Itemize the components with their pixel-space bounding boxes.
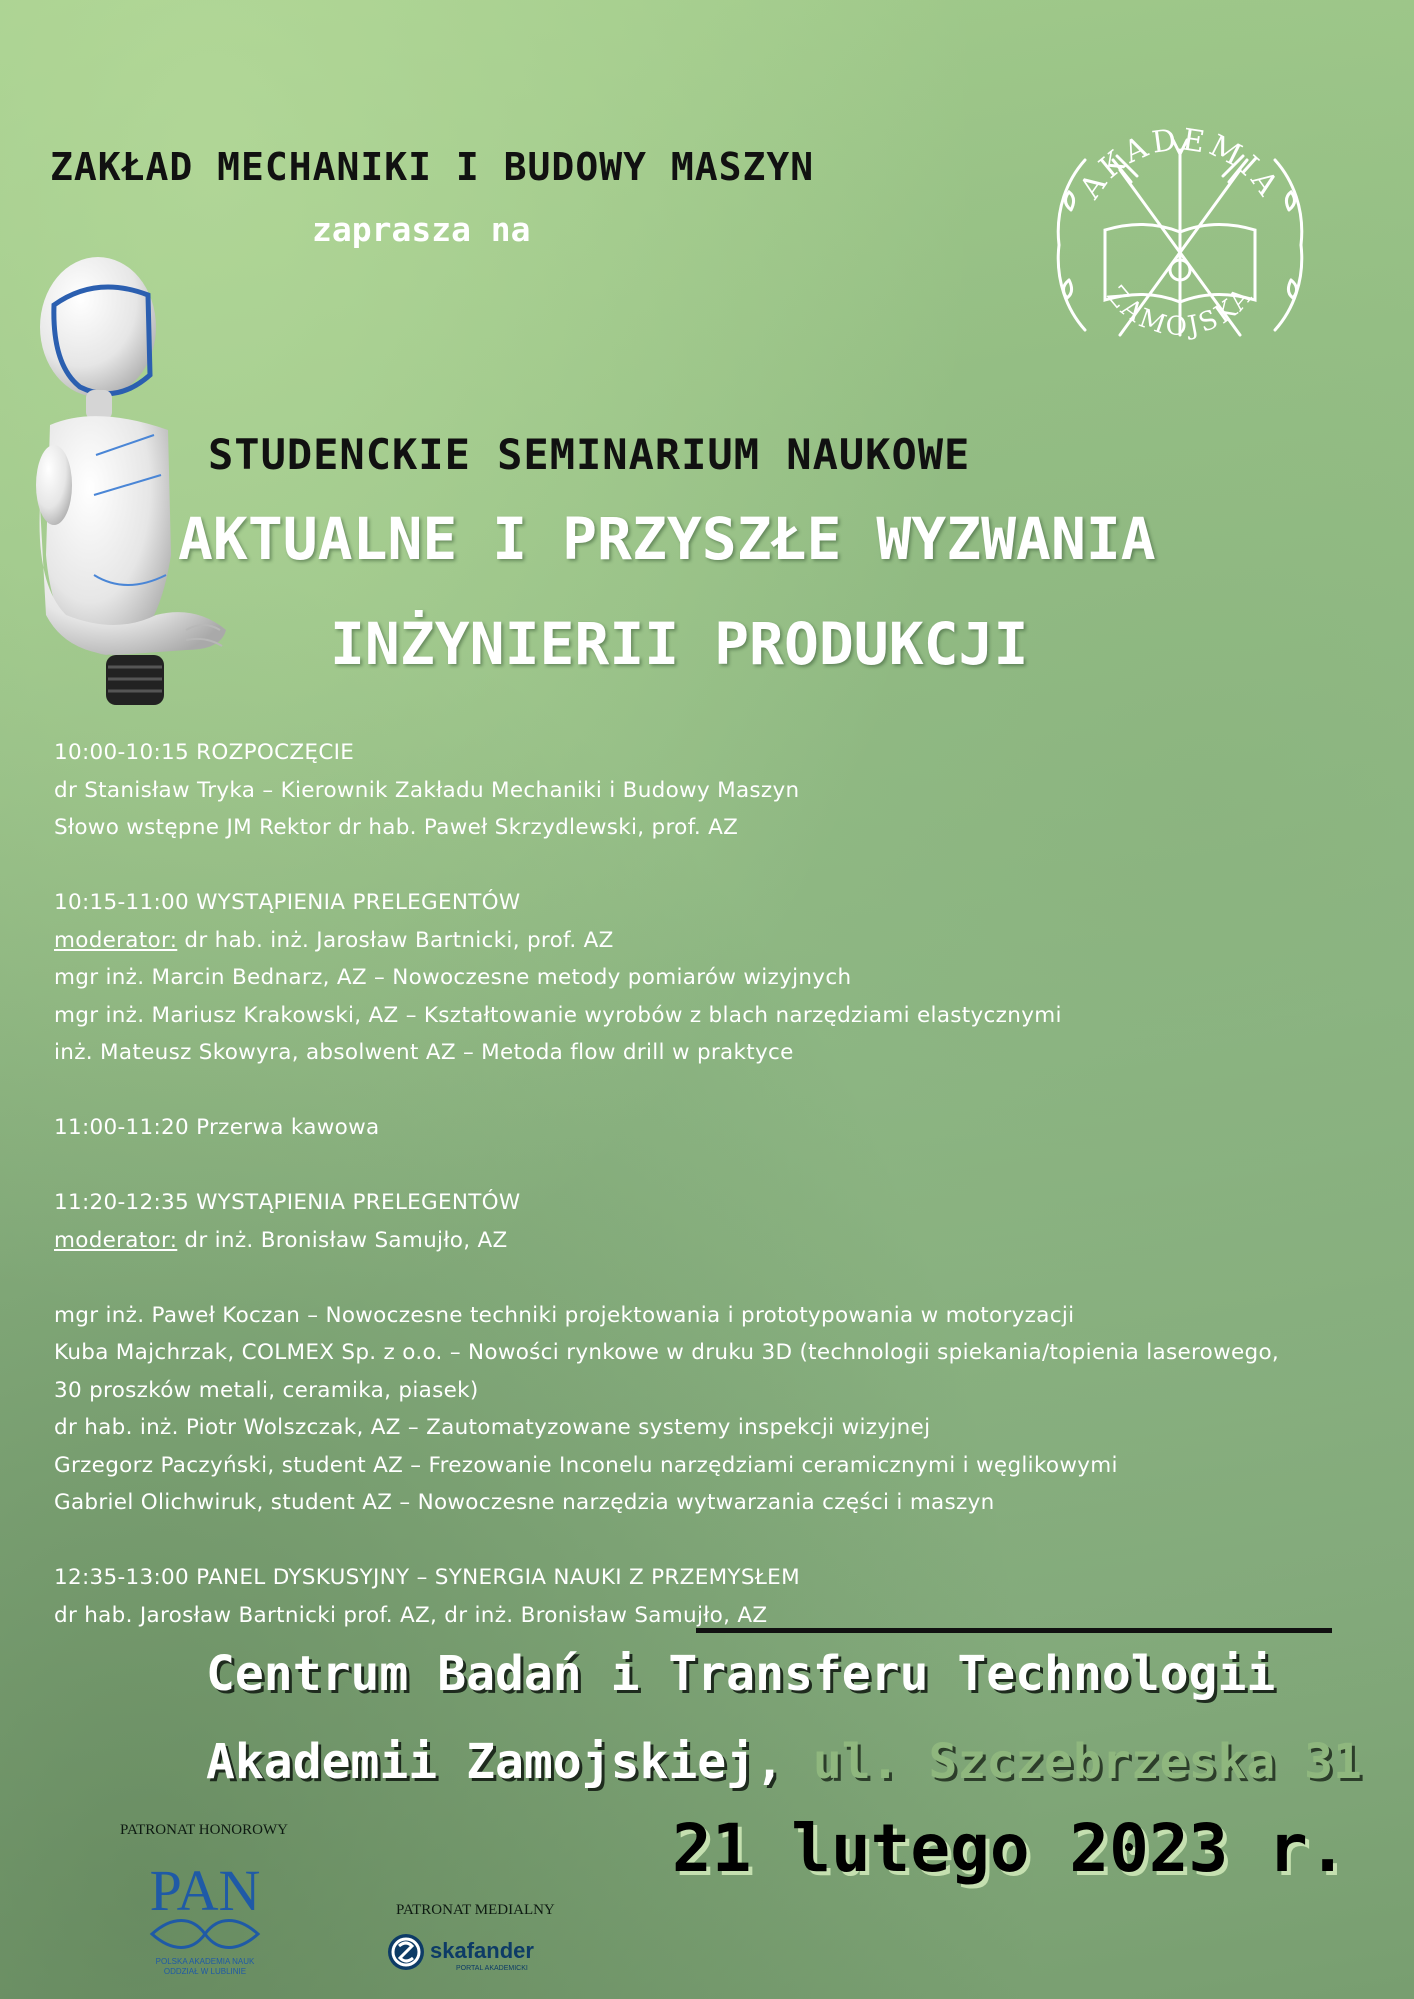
pan-logo-text: PAN xyxy=(149,1858,261,1923)
pan-subtitle-2: ODDZIAŁ W LUBLINIE xyxy=(163,1967,247,1976)
event-date: 21 lutego 2023 r. xyxy=(672,1810,1348,1887)
moderator-label: moderator: xyxy=(54,1227,178,1253)
moderator-name: dr hab. inż. Jarosław Bartnicki, prof. AZ xyxy=(177,927,614,953)
program-line: dr hab. inż. Piotr Wolszczak, AZ – Zautomatyzowane systemy inspekcji wizyjnej xyxy=(54,1415,931,1440)
program-line: Kuba Majchrzak, COLMEX Sp. z o.o. – Nowości rynkowe w druku 3D (technologii spiekania/topienia laserowego, xyxy=(54,1340,1280,1365)
event-title-line-2: INŻYNIERII PRODUKCJI xyxy=(330,610,1029,678)
logo-top-text: AKADEMIA xyxy=(1073,122,1287,206)
session-1-header: 10:00-10:15 ROZPOCZĘCIE xyxy=(54,740,355,765)
session-4-header: 12:35-13:00 PANEL DYSKUSYJNY – SYNERGIA NAUKI Z PRZEMYSŁEM xyxy=(54,1565,800,1590)
pan-logo xyxy=(140,1852,270,1982)
skafander-subtitle: PORTAL AKADEMICKI xyxy=(456,1965,528,1972)
event-title-line-1: AKTUALNE I PRZYSZŁE WYZWANIA xyxy=(178,505,1156,573)
session-2-header: 10:15-11:00 WYSTĄPIENIA PRELEGENTÓW xyxy=(54,890,521,915)
program-line: mgr inż. Paweł Koczan – Nowoczesne techniki projektowania i prototypowania w motoryzacji xyxy=(54,1302,1075,1328)
program-line: Gabriel Olichwiruk, student AZ – Nowoczesne narzędzia wytwarzania części i maszyn xyxy=(54,1490,995,1515)
program-line: inż. Mateusz Skowyra, absolwent AZ – Metoda flow drill w praktyce xyxy=(54,1040,794,1065)
skafander-name: skafander xyxy=(430,1938,534,1963)
program-line: mgr inż. Mariusz Krakowski, AZ – Kształtowanie wyrobów z blach narzędziami elastycznymi xyxy=(54,1002,1062,1028)
akademia-zamojska-logo xyxy=(1045,110,1315,380)
venue-line-1: Centrum Badań i Transferu Technologii xyxy=(206,1646,1276,1702)
coffee-break: 11:00-11:20 Przerwa kawowa xyxy=(54,1115,380,1140)
program-line: 30 proszków metali, ceramika, piasek) xyxy=(54,1377,479,1403)
robot-illustration xyxy=(36,255,248,720)
session-3-moderator xyxy=(54,1222,1414,1260)
moderator-label: moderator: xyxy=(54,927,178,953)
venue-institution: Akademii Zamojskiej, xyxy=(206,1734,784,1790)
invite-text: zaprasza na xyxy=(312,210,531,249)
divider-line xyxy=(696,1628,1332,1633)
seminar-type: STUDENCKIE SEMINARIUM NAUKOWE xyxy=(208,430,971,479)
skafander-logo xyxy=(386,1930,566,1974)
venue-line-2 xyxy=(206,1734,1362,1790)
pan-subtitle-1: POLSKA AKADEMIA NAUK xyxy=(155,1957,255,1966)
venue-street: ul. Szczebrzeska 31 xyxy=(783,1734,1362,1790)
logo-bottom-text: ZAMOJSKA xyxy=(1100,280,1260,343)
department-name: ZAKŁAD MECHANIKI I BUDOWY MASZYN xyxy=(50,145,815,189)
program-line: Grzegorz Paczyński, student AZ – Frezowanie Inconelu narzędziami ceramicznymi i węglikowymi xyxy=(54,1452,1118,1478)
honorary-patronage-label: PATRONAT HONOROWY xyxy=(120,1822,288,1838)
program-line: dr Stanisław Tryka – Kierownik Zakładu Mechaniki i Budowy Maszyn xyxy=(54,777,800,803)
program-line: mgr inż. Marcin Bednarz, AZ – Nowoczesne metody pomiarów wizyjnych xyxy=(54,965,852,990)
media-patronage-label: PATRONAT MEDIALNY xyxy=(396,1902,555,1918)
session-2-moderator xyxy=(54,922,1414,960)
moderator-name: dr inż. Bronisław Samujło, AZ xyxy=(177,1227,508,1253)
program-line: dr hab. Jarosław Bartnicki prof. AZ, dr inż. Bronisław Samujło, AZ xyxy=(54,1602,768,1628)
program-line: Słowo wstępne JM Rektor dr hab. Paweł Skrzydlewski, prof. AZ xyxy=(54,815,739,840)
program-schedule xyxy=(54,734,1414,1634)
session-3-header: 11:20-12:35 WYSTĄPIENIA PRELEGENTÓW xyxy=(54,1190,521,1215)
